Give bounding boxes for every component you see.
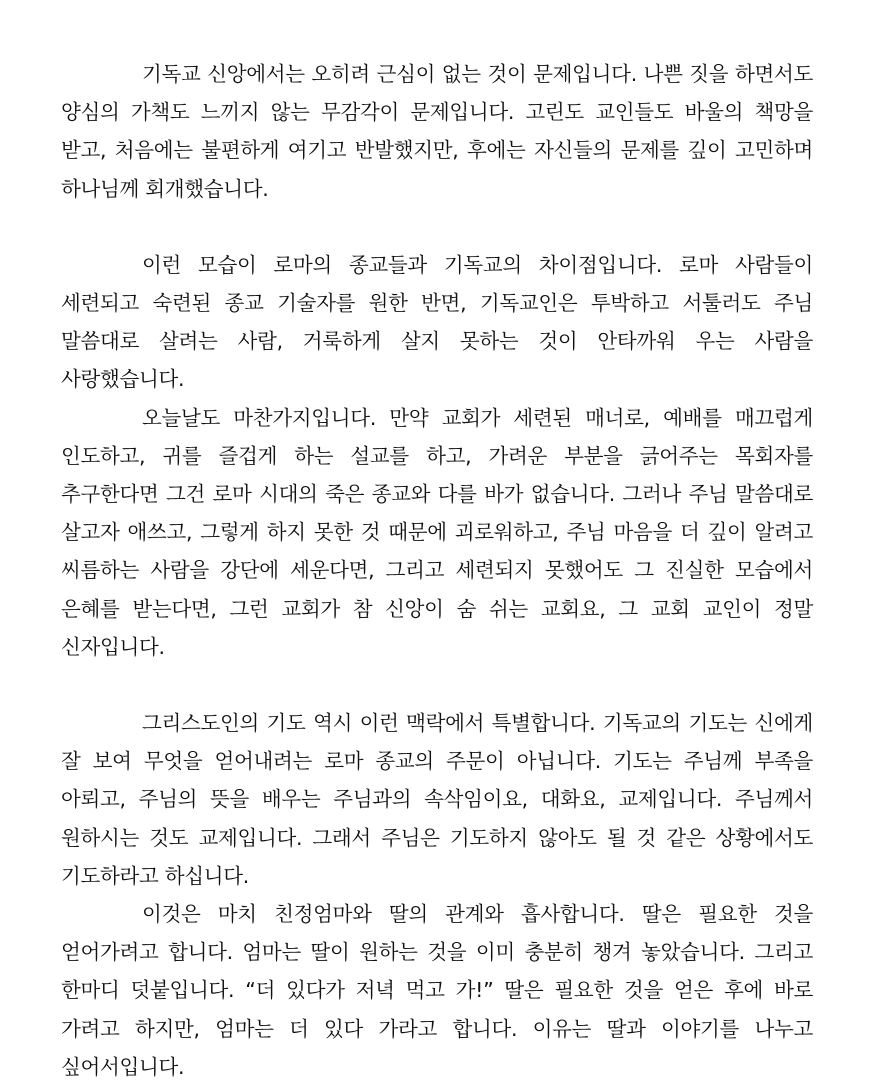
paragraph-2: 이런 모습이 로마의 종교들과 기독교의 차이점입니다. 로마 사람들이 세련되고 숙련된 종교 기술자를 원한 반면, 기독교인은 투박하고 서툴러도 주님 말씀대로 살려는 사람, 거룩하게 살지 못하는 것이 안타까워 우는 사람을 사랑했습니다.	[61, 252, 813, 392]
paragraph-3: 오늘날도 마찬가지입니다. 만약 교회가 세련된 매너로, 예배를 매끄럽게 인도하고, 귀를 즐겁게 하는 설교를 하고, 가려운 부분을 긁어주는 목회자를 추구한다면 그건 로마 시대의 죽은 종교와 다를 바가 없습니다. 그러나 주님 말씀대로 살고자 애쓰고, 그렇게 하지 못한 것 때문에 괴로워하고, 주님 마음을 더 깊이 알려고 씨름하는 사람을 강단에 세운다면, 그리고 세련되지 못했어도 그 진실한 모습에서 은혜를 받는다면, 그런 교회가 참 신앙이 숨 쉬는 교회요, 그 교회 교인이 정말 신자입니다.	[61, 405, 813, 659]
paragraph-1: 기독교 신앙에서는 오히려 근심이 없는 것이 문제입니다. 나쁜 짓을 하면서도 양심의 가책도 느끼지 않는 무감각이 문제입니다. 고린도 교인들도 바울의 책망을 받고, 처음에는 불편하게 여기고 반발했지만, 후에는 자신들의 문제를 깊이 고민하며 하나님께 회개했습니다.	[61, 62, 813, 201]
paragraph-4: 그리스도인의 기도 역시 이런 맥락에서 특별합니다. 기독교의 기도는 신에게 잘 보여 무엇을 얻어내려는 로마 종교의 주문이 아닙니다. 기도는 주님께 부족을 아뢰고, 주님의 뜻을 배우는 주님과의 속삭임이요, 대화요, 교제입니다. 주님께서 원하시는 것도 교제입니다. 그래서 주님은 기도하지 않아도 될 것 같은 상황에서도 기도하라고 하십니다.	[61, 711, 813, 888]
paragraph-5: 이것은 마치 친정엄마와 딸의 관계와 흡사합니다. 딸은 필요한 것을 얻어가려고 합니다. 엄마는 딸이 원하는 것을 이미 충분히 챙겨 놓았습니다. 그리고 한마디 덧붙입니다. “더 있다가 저녁 먹고 가!” 딸은 필요한 것을 얻은 후에 바로 가려고 하지만, 엄마는 더 있다 가라고 합니다. 이유는 딸과 이야기를 나누고 싶어서입니다.	[61, 902, 813, 1079]
